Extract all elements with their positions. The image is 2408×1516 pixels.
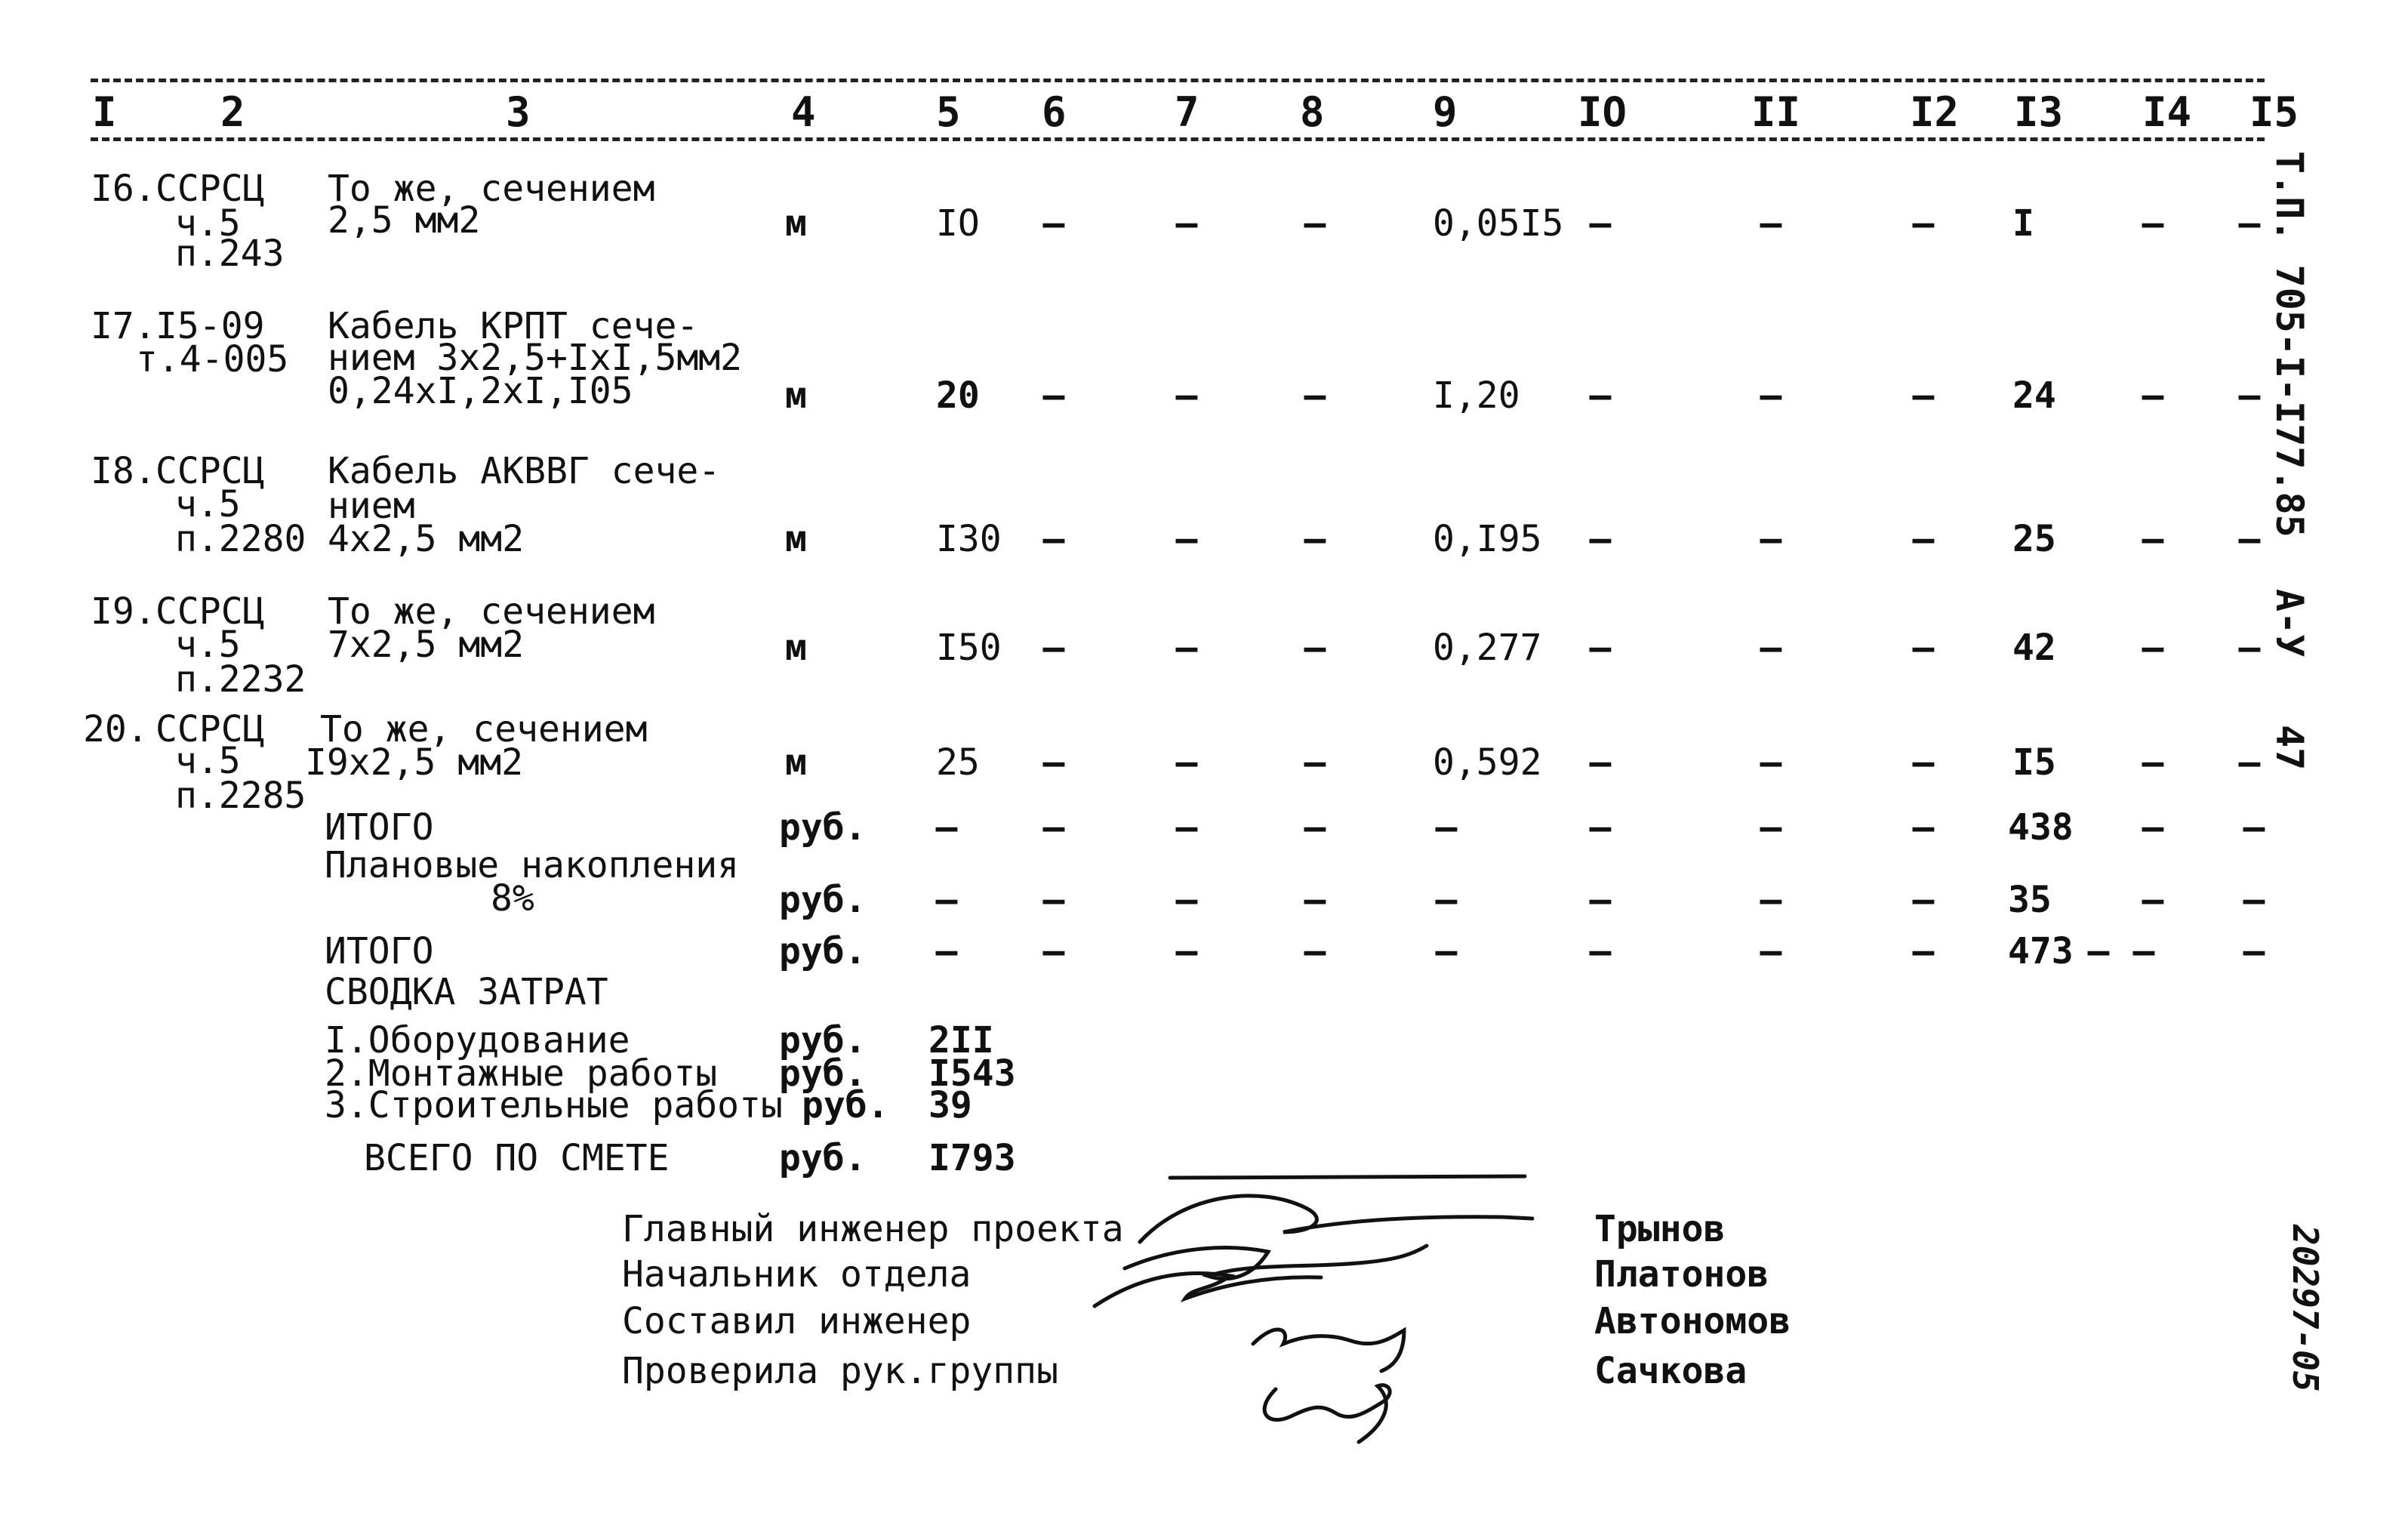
row-c6: – [1042,627,1065,669]
row-c15: – [2238,518,2261,560]
col-13-header: I3 [2014,88,2064,136]
row-description: Кабель КРПТ сече- [328,305,699,347]
row-qty: I50 [936,627,1002,669]
col-5-header: 5 [936,88,961,136]
row-description: То же, сечением [320,708,648,750]
row-c6: – [1042,374,1065,417]
row-c7: – [1175,518,1198,560]
signature-role: Начальник отдела [622,1253,972,1296]
summary-total-label: ВСЕГО ПО СМЕТЕ [364,1137,670,1179]
row-c12: – [1912,627,1935,669]
row-code: ССРСЦ [156,168,265,210]
summary-item-unit: руб. [779,1019,867,1062]
total-c10: – [1589,930,1612,972]
row-number: I8. [91,450,156,492]
row-c15: – [2238,202,2261,245]
row-c15: – [2238,627,2261,669]
row-description: То же, сечением [328,168,655,210]
row-c6: – [1042,741,1065,784]
summary-item-label: I.Оборудование [325,1019,630,1062]
total-c14: – [2142,879,2164,921]
total-c5: – [935,930,958,972]
total-c7: – [1175,806,1198,849]
row-qty: IO [936,202,980,245]
total-c8: – [1304,806,1326,849]
row-qty: 25 [936,741,980,784]
total-c14b: – [2132,930,2155,972]
summary-total-value: I793 [928,1137,1016,1179]
side-stamp-ref: Т.П. 705-I-I77.85 [2268,151,2311,538]
row-unit: м [785,741,807,784]
summary-item-unit: руб. [779,1052,867,1095]
row-c9: 0,05I5 [1433,202,1564,245]
row-code: ССРСЦ [156,708,265,750]
row-code: п.2280 [175,518,306,560]
row-unit: м [785,202,807,245]
signature-name: Платонов [1594,1253,1769,1296]
total-c13: 35 [2008,879,2052,921]
col-8-header: 8 [1300,88,1325,136]
row-c13: I5 [2012,741,2056,784]
total-unit: руб. [779,879,867,921]
total-c6: – [1042,930,1065,972]
side-stamp-page: 47 [2268,725,2311,771]
row-description: I9х2,5 мм2 [305,741,523,784]
row-description: 4х2,5 мм2 [328,518,525,560]
header-bottom-rule [91,137,2265,141]
row-c12: – [1912,374,1935,417]
total-c12: – [1912,930,1935,972]
total-c11: – [1760,930,1782,972]
total-c10: – [1589,806,1612,849]
row-c11: – [1760,202,1782,245]
row-qty: I30 [936,518,1002,560]
signature-role: Главный инженер проекта [622,1208,1124,1250]
total-c9: – [1435,806,1458,849]
row-code: п.2285 [175,775,306,817]
row-c8: – [1304,518,1326,560]
row-description: 7х2,5 мм2 [328,624,525,666]
row-unit: м [785,518,807,560]
signature-name: Трынов [1594,1208,1726,1250]
row-c15: – [2238,374,2261,417]
row-code: ч.5 [175,624,241,666]
row-c14: – [2142,627,2164,669]
row-code: п.243 [175,233,285,275]
total-c8: – [1304,879,1326,921]
row-c8: – [1304,741,1326,784]
row-c10: – [1589,518,1612,560]
inventory-number: 20297-05 [2285,1225,2326,1392]
total-label: ИТОГО [325,806,434,849]
side-stamp-album: А-У [2268,589,2311,658]
summary-item-label: 2.Монтажные работы [325,1052,718,1095]
col-14-header: I4 [2142,88,2192,136]
total-c12: – [1912,806,1935,849]
row-unit: м [785,374,807,417]
row-description: 2,5 мм2 [328,199,481,242]
row-c7: – [1175,627,1198,669]
total-c7: – [1175,930,1198,972]
col-2-header: 2 [220,88,245,136]
row-c13: I [2012,202,2034,245]
total-c15: – [2243,806,2265,849]
row-code: ССРСЦ [156,450,265,492]
col-3-header: 3 [506,88,531,136]
row-c10: – [1589,627,1612,669]
total-c5: – [935,806,958,849]
row-c7: – [1175,741,1198,784]
row-number: I9. [91,590,156,633]
row-qty: 20 [936,374,980,417]
row-description: То же, сечением [328,590,655,633]
row-c10: – [1589,374,1612,417]
row-c8: – [1304,202,1326,245]
row-code: ч.5 [175,483,241,525]
total-label: Плановые накопления [325,844,740,886]
row-c10: – [1589,202,1612,245]
row-description: нием 3х2,5+IхI,5мм2 [328,337,743,379]
row-description: Кабель АКВВГ сече- [328,450,721,492]
row-c13: 42 [2012,627,2056,669]
row-c9: 0,277 [1433,627,1542,669]
row-c11: – [1760,518,1782,560]
summary-total-unit: руб. [779,1137,867,1179]
row-c14: – [2142,202,2164,245]
row-c15: – [2238,741,2261,784]
total-c12: – [1912,879,1935,921]
total-c9: – [1435,879,1458,921]
summary-title: СВОДКА ЗАТРАТ [325,971,608,1013]
total-c10: – [1589,879,1612,921]
row-code: ч.5 [175,202,241,245]
row-code: ч.5 [175,740,241,782]
row-c14: – [2142,518,2164,560]
col-12-header: I2 [1910,88,1960,136]
row-c11: – [1760,741,1782,784]
col-11-header: II [1751,88,1801,136]
header-top-rule [91,79,2265,82]
row-c13: 25 [2012,518,2056,560]
handwritten-signatures [1079,1163,1593,1450]
summary-item-value: 39 [928,1084,972,1126]
col-7-header: 7 [1175,88,1199,136]
total-c14: – [2087,930,2110,972]
signature-role: Составил инженер [622,1300,972,1342]
row-unit: м [785,627,807,669]
row-number: I6. [91,168,156,210]
signature-name: Сачкова [1594,1350,1747,1392]
row-code: I5-09 [156,305,265,347]
total-c6: – [1042,879,1065,921]
col-15-header: I5 [2249,88,2299,136]
summary-item-unit: руб. [802,1084,889,1126]
col-9-header: 9 [1433,88,1458,136]
col-10-header: IO [1578,88,1627,136]
row-c14: – [2142,374,2164,417]
row-c6: – [1042,202,1065,245]
total-c11: – [1760,879,1782,921]
total-c13: 473 [2008,930,2074,972]
total-c7: – [1175,879,1198,921]
row-code: т.4-005 [136,338,289,381]
summary-item-value: 2II [928,1019,994,1062]
row-c12: – [1912,202,1935,245]
row-number: 20. [83,708,149,750]
row-code: ССРСЦ [156,590,265,633]
summary-item-value: I543 [928,1052,1016,1095]
row-c7: – [1175,374,1198,417]
row-c13: 24 [2012,374,2056,417]
row-c9: I,20 [1433,374,1520,417]
col-4-header: 4 [791,88,816,136]
row-c12: – [1912,741,1935,784]
total-c9: – [1435,930,1458,972]
row-description: нием [328,485,415,527]
total-c8: – [1304,930,1326,972]
row-c12: – [1912,518,1935,560]
total-c6: – [1042,806,1065,849]
total-unit: руб. [779,930,867,972]
total-c14: – [2142,806,2164,849]
row-number: I7. [91,305,156,347]
total-c13: 438 [2008,806,2074,849]
total-c5: – [935,879,958,921]
side-stamp [2265,151,2317,981]
total-unit: руб. [779,806,867,849]
row-c8: – [1304,374,1326,417]
row-c11: – [1760,374,1782,417]
total-c15: – [2243,930,2265,972]
row-c9: 0,592 [1433,741,1542,784]
row-c14: – [2142,741,2164,784]
col-1-header: I [92,88,117,136]
row-c6: – [1042,518,1065,560]
total-label-percent: 8% [491,877,534,920]
signature-name: Автономов [1594,1300,1791,1342]
row-description: 0,24хI,2хI,I05 [328,370,633,412]
total-c11: – [1760,806,1782,849]
col-6-header: 6 [1042,88,1067,136]
row-c10: – [1589,741,1612,784]
row-c8: – [1304,627,1326,669]
row-code: п.2232 [175,658,306,701]
total-label: ИТОГО [325,930,434,972]
signature-role: Проверила рук.группы [622,1350,1058,1392]
total-c15: – [2243,879,2265,921]
row-c9: 0,I95 [1433,518,1542,560]
row-c7: – [1175,202,1198,245]
summary-item-label: 3.Строительные работы [325,1084,783,1126]
row-c11: – [1760,627,1782,669]
